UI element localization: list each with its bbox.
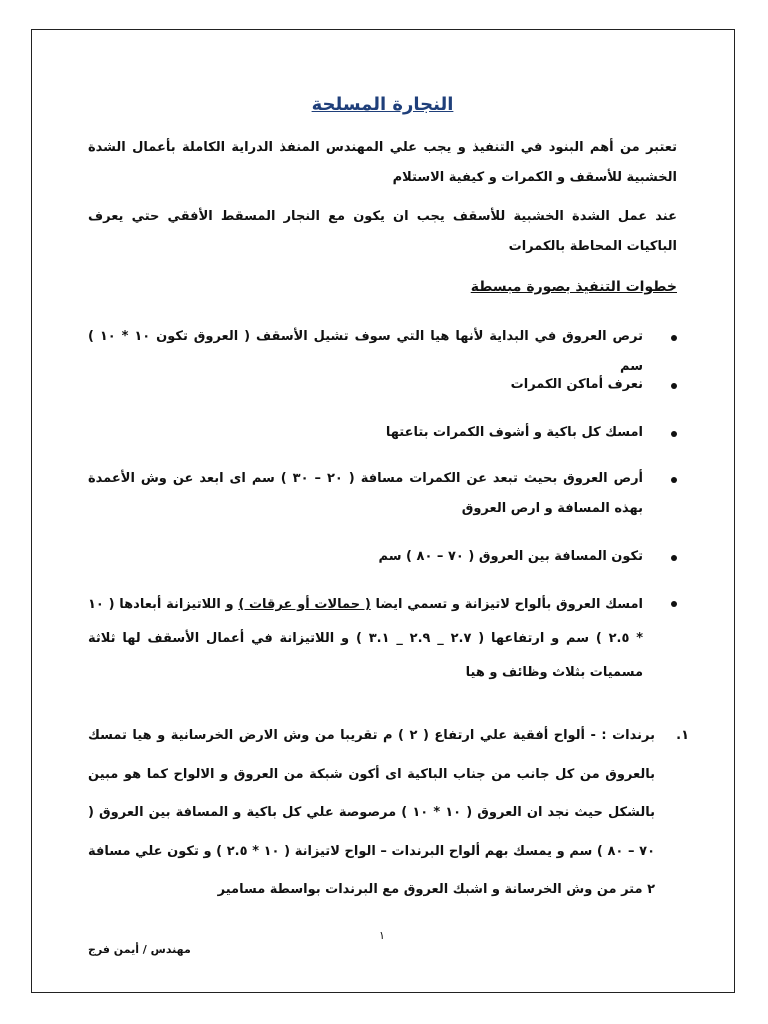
number-marker: ١.: [676, 728, 689, 743]
page-number: ١: [379, 929, 385, 942]
document-title: النجارة المسلحة: [311, 94, 454, 115]
list-item: [88, 464, 677, 524]
list-item: [88, 370, 677, 400]
numbered-item-text: برندات : - ألواح أفقية علي ارتفاع ( ٢ ) م تقريبا من وش الارض الخرسانية و هيا تمسك بالعروق من كل جانب من جناب الباكية اى أكون شبكة من العروق و الالواح كما هو مبين بالشكل حيث نجد ان العروق ( ١٠ * ١٠ ) مرصوصة علي كل باكية و المسافة بين العروق ( ٧٠ – ٨٠ ) سم و يمسك بهم ألواح البرندات – الواح لاتيزانة ( ١٠ * ٢.٥ ) و تكون علي مسافة ٢ متر من وش الخرسانة و اشبك العروق مع البرندات بواسطة مسامير: [88, 728, 656, 897]
list-item: [88, 418, 677, 448]
list-item-text: ترص العروق في البداية لأنها هيا التي سوف تشيل الأسقف ( العروق تكون ١٠ * ١٠ ) سم: [88, 329, 643, 374]
footer-author: مهندس / أيمن فرج: [88, 943, 191, 956]
bullet-icon: [671, 383, 677, 389]
list-item-text: امسك كل باكية و أشوف الكمرات بتاعتها: [385, 425, 643, 440]
numbered-item: [88, 717, 689, 910]
underlined-term: ( حمالات أو عرقات ): [238, 597, 371, 612]
intro-paragraph: تعتبر من أهم البنود في التنفيذ و يجب علي المهندس المنفذ الدراية الكاملة بأعمال الشدة الخشبية للأسقف و الكمرات و كيفية الاستلام: [88, 140, 677, 185]
bullet-icon: [671, 601, 677, 607]
bullet-icon: [671, 431, 677, 437]
second-paragraph: عند عمل الشدة الخشبية للأسقف يجب ان يكون مع النجار المسقط الأفقي حتي يعرف الباكيات المحاطة بالكمرات: [88, 209, 677, 254]
list-item-text: أرص العروق بحيث تبعد عن الكمرات مسافة ( ٢٠ – ٣٠ ) سم اى ابعد عن وش الأعمدة بهذه المسافة و ارص العروق: [88, 471, 644, 516]
list-item: [88, 542, 677, 572]
section-heading: خطوات التنفيذ بصورة مبسطة: [470, 279, 677, 295]
bullet-icon: [671, 555, 677, 561]
bullet-icon: [671, 477, 677, 483]
bullet-icon: [671, 335, 677, 341]
list-item-text: تكون المسافة بين العروق ( ٧٠ – ٨٠ ) سم: [378, 549, 643, 564]
list-item-text-before: امسك العروق بألواح لاتيزانة و تسمي ايضا: [370, 597, 643, 612]
list-item: [88, 588, 677, 690]
list-item-text: نعرف أماكن الكمرات: [510, 377, 643, 392]
list-item-text-after: و اللاتيزانة أبعادها ( ١٠ * ٢.٥ ) سم و ارتفاعها ( ٢.٧ _ ٢.٩ _ ٣.١ ) و اللاتيزانة في أعمال الأسقف لها ثلاثة مسميات بثلاث وظائف و هيا: [88, 597, 644, 680]
